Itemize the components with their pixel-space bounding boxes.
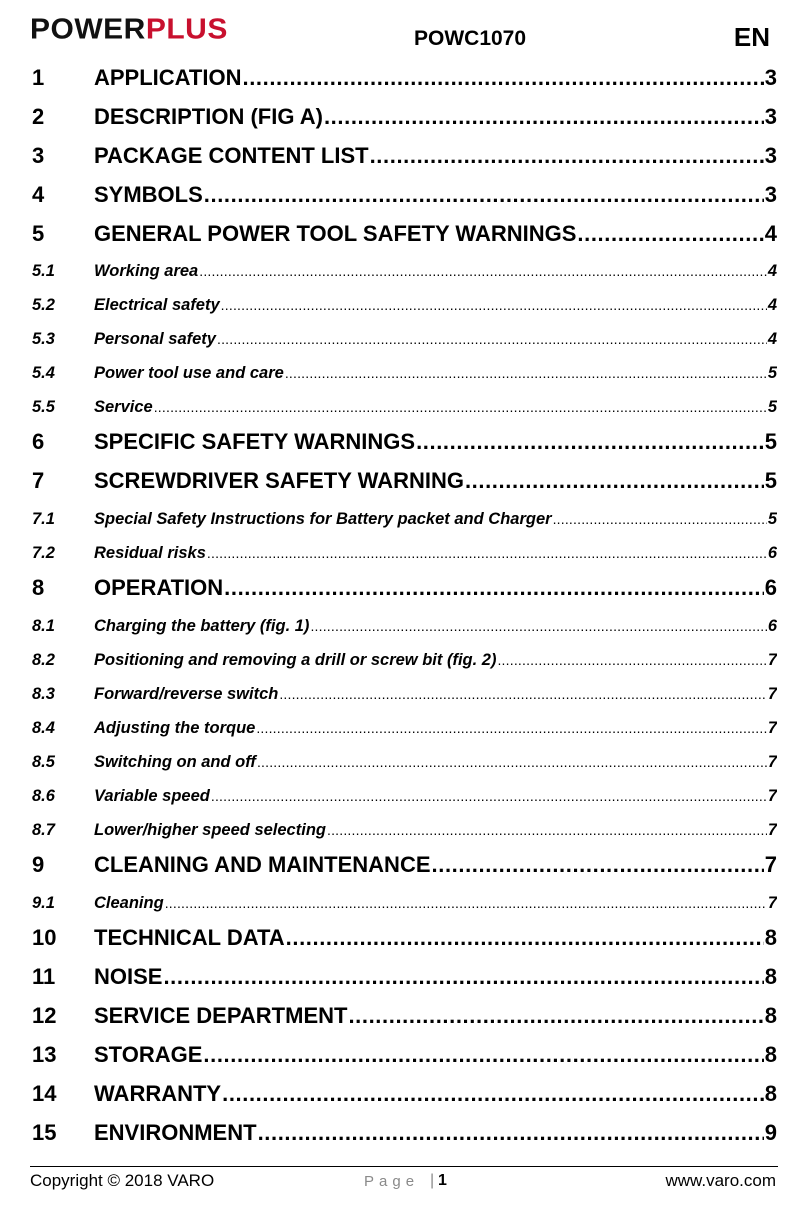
toc-entry-number: 8.4: [32, 719, 55, 737]
toc-entry-page: 4: [767, 296, 777, 314]
toc-dot-leader: [163, 964, 763, 990]
page-label: Page: [364, 1173, 420, 1190]
toc-entry-title: Power tool use and care: [94, 364, 284, 382]
toc-entry-title: SCREWDRIVER SAFETY WARNING: [94, 468, 464, 493]
toc-entry[interactable]: [32, 104, 777, 130]
toc-entry[interactable]: [32, 143, 777, 169]
toc-entry[interactable]: [32, 575, 777, 601]
toc-entry-title: APPLICATION: [94, 65, 242, 90]
toc-entry[interactable]: [32, 752, 777, 772]
toc-entry[interactable]: [32, 650, 777, 670]
toc-entry-title: Service: [94, 398, 153, 416]
toc-entry-number: 14: [32, 1081, 57, 1106]
toc-entry-number: 4: [32, 182, 45, 207]
toc-entry[interactable]: [32, 1003, 777, 1029]
toc-entry-number: 8.2: [32, 651, 55, 669]
toc-entry[interactable]: [32, 684, 777, 704]
toc-dot-leader: [242, 65, 763, 91]
toc-entry-title: Forward/reverse switch: [94, 685, 279, 703]
toc-entry[interactable]: [32, 1120, 777, 1146]
toc-entry-title: PACKAGE CONTENT LIST: [94, 143, 369, 168]
toc-entry[interactable]: [32, 182, 777, 208]
toc-entry[interactable]: [32, 852, 777, 878]
copyright-text: Copyright © 2018 VARO: [30, 1171, 215, 1190]
toc-entry-page: 7: [767, 753, 777, 771]
toc-dot-leader: [203, 1042, 763, 1068]
toc-entry[interactable]: [32, 261, 777, 281]
toc-entry[interactable]: [32, 1081, 777, 1107]
toc-entry-title: TECHNICAL DATA: [94, 925, 285, 950]
toc-entry-number: 8.6: [32, 787, 55, 805]
toc-dot-leader: [285, 363, 767, 383]
toc-entry-number: 8: [32, 575, 45, 600]
toc-entry-page: 5: [764, 429, 777, 454]
toc-entry-page: 4: [764, 221, 777, 246]
toc-dot-leader: [165, 893, 767, 913]
toc-entry-page: 8: [764, 964, 777, 989]
toc-dot-leader: [497, 650, 766, 670]
page-footer: [30, 1170, 778, 1194]
toc-entry-page: 8: [764, 1003, 777, 1028]
toc-entry[interactable]: [32, 468, 777, 494]
toc-entry-number: 7.2: [32, 544, 55, 562]
toc-entry-page: 3: [764, 104, 777, 129]
toc-entry-page: 6: [767, 617, 777, 635]
toc-dot-leader: [577, 221, 763, 247]
toc-entry[interactable]: [32, 363, 777, 383]
toc-entry[interactable]: [32, 616, 777, 636]
toc-entry-page: 3: [764, 65, 777, 90]
toc-entry-title: Special Safety Instructions for Battery packet and Charger: [94, 510, 552, 528]
toc-dot-leader: [257, 752, 767, 772]
toc-entry-number: 15: [32, 1120, 57, 1145]
toc-entry-number: 6: [32, 429, 45, 454]
toc-entry-title: SERVICE DEPARTMENT: [94, 1003, 348, 1028]
toc-dot-leader: [221, 295, 767, 315]
website-link[interactable]: www.varo.com: [665, 1171, 776, 1190]
toc-entry-number: 12: [32, 1003, 57, 1028]
toc-entry-page: 7: [767, 719, 777, 737]
toc-entry-title: Adjusting the torque: [94, 719, 256, 737]
toc-dot-leader: [222, 1081, 764, 1107]
toc-entry[interactable]: [32, 543, 777, 563]
powerplus-logo: [30, 13, 228, 47]
toc-entry-title: SPECIFIC SAFETY WARNINGS: [94, 429, 416, 454]
toc-entry-title: NOISE: [94, 964, 163, 989]
toc-entry[interactable]: [32, 295, 777, 315]
toc-entry-number: 8.5: [32, 753, 55, 771]
toc-entry-number: 8.1: [32, 617, 55, 635]
toc-entry-title: Personal safety: [94, 330, 216, 348]
toc-entry-title: WARRANTY: [94, 1081, 222, 1106]
toc-dot-leader: [258, 1120, 764, 1146]
toc-dot-leader: [211, 786, 767, 806]
toc-entry-title: Cleaning: [94, 894, 164, 912]
toc-entry-number: 5.1: [32, 262, 55, 280]
toc-entry-number: 7: [32, 468, 45, 493]
toc-dot-leader: [432, 852, 764, 878]
toc-entry[interactable]: [32, 429, 777, 455]
toc-entry[interactable]: [32, 893, 777, 913]
toc-entry-number: 9: [32, 852, 45, 877]
toc-entry-page: 7: [767, 685, 777, 703]
toc-dot-leader: [286, 925, 764, 951]
toc-entry[interactable]: [32, 65, 777, 91]
toc-dot-leader: [465, 468, 764, 494]
toc-entry-page: 8: [764, 1081, 777, 1106]
toc-dot-leader: [416, 429, 764, 455]
toc-entry[interactable]: [32, 786, 777, 806]
toc-dot-leader: [279, 684, 766, 704]
toc-entry-page: 4: [767, 330, 777, 348]
toc-entry-title: Electrical safety: [94, 296, 220, 314]
toc-entry-page: 7: [767, 821, 777, 839]
toc-entry-page: 5: [764, 468, 777, 493]
footer-divider: [30, 1166, 778, 1167]
toc-entry-number: 10: [32, 925, 57, 950]
toc-entry-number: 5.2: [32, 296, 55, 314]
toc-entry[interactable]: [32, 964, 777, 990]
toc-entry-page: 8: [764, 925, 777, 950]
toc-entry-number: 5.4: [32, 364, 55, 382]
toc-entry-page: 7: [764, 852, 777, 877]
toc-entry-title: OPERATION: [94, 575, 224, 600]
logo-plus-text: PLUS: [145, 13, 228, 46]
toc-entry-page: 6: [764, 575, 777, 600]
toc-entry-title: DESCRIPTION (FIG A): [94, 104, 323, 129]
toc-dot-leader: [310, 616, 766, 636]
toc-entry-page: 6: [767, 544, 777, 562]
toc-entry-title: ENVIRONMENT: [94, 1120, 257, 1145]
toc-dot-leader: [324, 104, 764, 130]
toc-entry-page: 5: [767, 510, 777, 528]
language-code: EN: [733, 22, 770, 52]
toc-entry-number: 13: [32, 1042, 57, 1067]
toc-dot-leader: [348, 1003, 763, 1029]
model-number: POWC1070: [414, 27, 527, 50]
toc-entry-number: 3: [32, 143, 45, 168]
page-header: [0, 0, 808, 60]
page-separator: |: [430, 1172, 435, 1189]
toc-entry-title: Switching on and off: [94, 753, 256, 771]
toc-entry[interactable]: [32, 397, 777, 417]
toc-entry-title: STORAGE: [94, 1042, 203, 1067]
toc-entry-title: SYMBOLS: [94, 182, 203, 207]
toc-entry-page: 7: [767, 787, 777, 805]
toc-entry-title: Positioning and removing a drill or screw bit (fig. 2): [94, 651, 497, 669]
toc-dot-leader: [224, 575, 764, 601]
toc-entry[interactable]: [32, 329, 777, 349]
toc-entry-title: Variable speed: [94, 787, 210, 805]
toc-entry-title: CLEANING AND MAINTENANCE: [94, 852, 431, 877]
toc-entry-title: Working area: [94, 262, 199, 280]
toc-entry-title: Charging the battery (fig. 1): [94, 617, 310, 635]
toc-entry[interactable]: [32, 509, 777, 529]
toc-entry-number: 1: [32, 65, 45, 90]
toc-dot-leader: [217, 329, 767, 349]
logo-power-text: POWER: [30, 13, 146, 46]
toc-entry-number: 5: [32, 221, 45, 246]
toc-entry-number: 11: [32, 964, 56, 989]
toc-entry-title: GENERAL POWER TOOL SAFETY WARNINGS: [94, 221, 577, 246]
toc-dot-leader: [256, 718, 766, 738]
toc-dot-leader: [553, 509, 767, 529]
toc-dot-leader: [199, 261, 767, 281]
toc-entry-page: 7: [767, 651, 777, 669]
toc-entry[interactable]: [32, 221, 777, 247]
toc-entry-page: 8: [764, 1042, 777, 1067]
toc-dot-leader: [370, 143, 764, 169]
toc-entry-number: 2: [32, 104, 45, 129]
toc-entry-number: 5.5: [32, 398, 55, 416]
toc-entry-page: 5: [767, 364, 777, 382]
toc-dot-leader: [204, 182, 764, 208]
toc-entry-page: 7: [767, 894, 777, 912]
page-number: 1: [438, 1172, 447, 1189]
toc-entry-number: 9.1: [32, 894, 55, 912]
toc-entry-page: 3: [764, 182, 777, 207]
toc-entry-number: 5.3: [32, 330, 55, 348]
toc-entry-number: 8.7: [32, 821, 55, 839]
toc-entry-number: 7.1: [32, 510, 55, 528]
toc-entry-page: 9: [764, 1120, 777, 1145]
toc-entry-page: 4: [767, 262, 777, 280]
toc-entry[interactable]: [32, 925, 777, 951]
toc-entry-page: 5: [767, 398, 777, 416]
toc-entry[interactable]: [32, 820, 777, 840]
toc-entry-title: Lower/higher speed selecting: [94, 821, 326, 839]
toc-entry[interactable]: [32, 718, 777, 738]
toc-entry-number: 8.3: [32, 685, 55, 703]
toc-dot-leader: [327, 820, 767, 840]
toc-entry-page: 3: [764, 143, 777, 168]
toc-dot-leader: [154, 397, 767, 417]
toc-dot-leader: [207, 543, 767, 563]
toc-entry[interactable]: [32, 1042, 777, 1068]
toc-entry-title: Residual risks: [94, 544, 206, 562]
